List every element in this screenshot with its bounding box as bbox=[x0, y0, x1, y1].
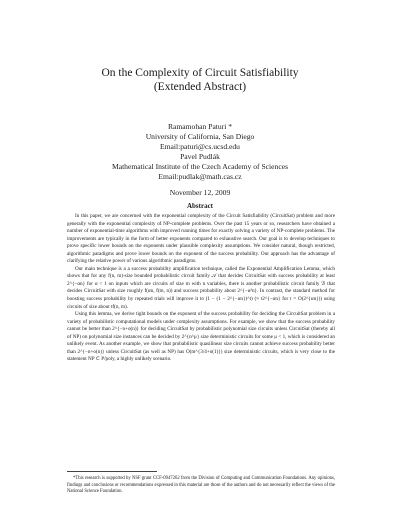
abstract-heading: Abstract bbox=[186, 202, 214, 210]
paper-date: November 12, 2009 bbox=[169, 188, 231, 197]
author1-affiliation: University of California, San Diego bbox=[145, 132, 255, 141]
author1-name: Ramamohan Paturi * bbox=[167, 122, 233, 131]
abstract-paragraph-3: Using this lemma, we derive tight bounds on the exponent of the success probability for deciding the CircuitSat problem in a variety of probabilistic computational models under complexity assumptions. For example, we show that the success probability cannot be better than 2^{−n+o(n)} for deciding CircuitSat by probabilistic polynomial size circuits unless CircuitSat (thereby all of NP) on polynomial size instances can be decided by 2^{n^μ} size deterministic circuits for some μ < 1, which is considered an unlikely event. As another example, we show that probabilistic quasilinear size circuits cannot achieve success probability better than 2^{−n+o(n)} unless CircuitSat (as well as NP) has O(m^{3/4+o(1)}) size deterministic circuits, which is very close to the statement NP ⊂ P/poly, a highly unlikely scenario. bbox=[67, 311, 335, 363]
paper-subtitle: (Extended Abstract) bbox=[153, 81, 247, 93]
abstract-paragraph-2: Our main technique is a a success probability amplification technique, called the Exponential Amplification Lemma, which shows that for any f(n, m)-size bounded probabilistic circuit family 𝒜 that decides CircuitSat with success probability at least 2^{−αn} for α < 1 on inputs which are circuits of size m with n variables, there is another probabilistic circuit family ℬ that decides CircuitSat with size roughly f(αn, f(m, n)) and success probability about 2^{−α²n}. In contrast, the standard method for boosting success probability by repeated trials will improve it to (1 − (1 − 2^{−αn})^t) (≈ t2^{−αn} for t = O(2^{αn})) using circuits of size about tf(n, m). bbox=[67, 265, 335, 310]
footnote-rule bbox=[67, 471, 157, 472]
author2-affiliation: Mathematical Institute of the Czech Academy of Sciences bbox=[111, 162, 289, 171]
abstract-body bbox=[67, 213, 335, 364]
author1-email: Email:paturi@cs.ucsd.edu bbox=[160, 142, 240, 151]
author2-email: Email:pudlak@math.cas.cz bbox=[158, 172, 242, 181]
author2-name: Pavel Pudlák bbox=[180, 152, 220, 161]
footnote-text: *This research is supported by NSF grant CCF-0947262 from the Division of Computing and Communication Foundations. Any opinions, findings and conclusions or recommendations expressed in this material are those of the authors and do not necessarily reflect the views of the National Science Foundation. bbox=[67, 476, 335, 495]
abstract-paragraph-1: In this paper, we are concerned with the exponential complexity of the Circuit Satisfiability (CircuitSat) problem and more generally with the exponential complexity of NP-complete problems. Over the past 15 years or so, researchers have obtained a number of exponential-time algorithms with improved running times for exactly solving a variety of NP-complete problems. The improvements are typically in the form of better exponents compared to exhaustive search. Our goal is to develop techniques to prove specific lower bounds on the exponents under plausible complexity assumptions. We consider natural, though restricted, algorithmic paradigms and prove lower bounds on the exponent of the success probability. Our approach has the advantage of clarifying the relative power of various algorithmic paradigms. bbox=[67, 213, 335, 265]
footnote bbox=[67, 476, 335, 496]
paper-title: On the Complexity of Circuit Satisfiability bbox=[101, 67, 299, 79]
